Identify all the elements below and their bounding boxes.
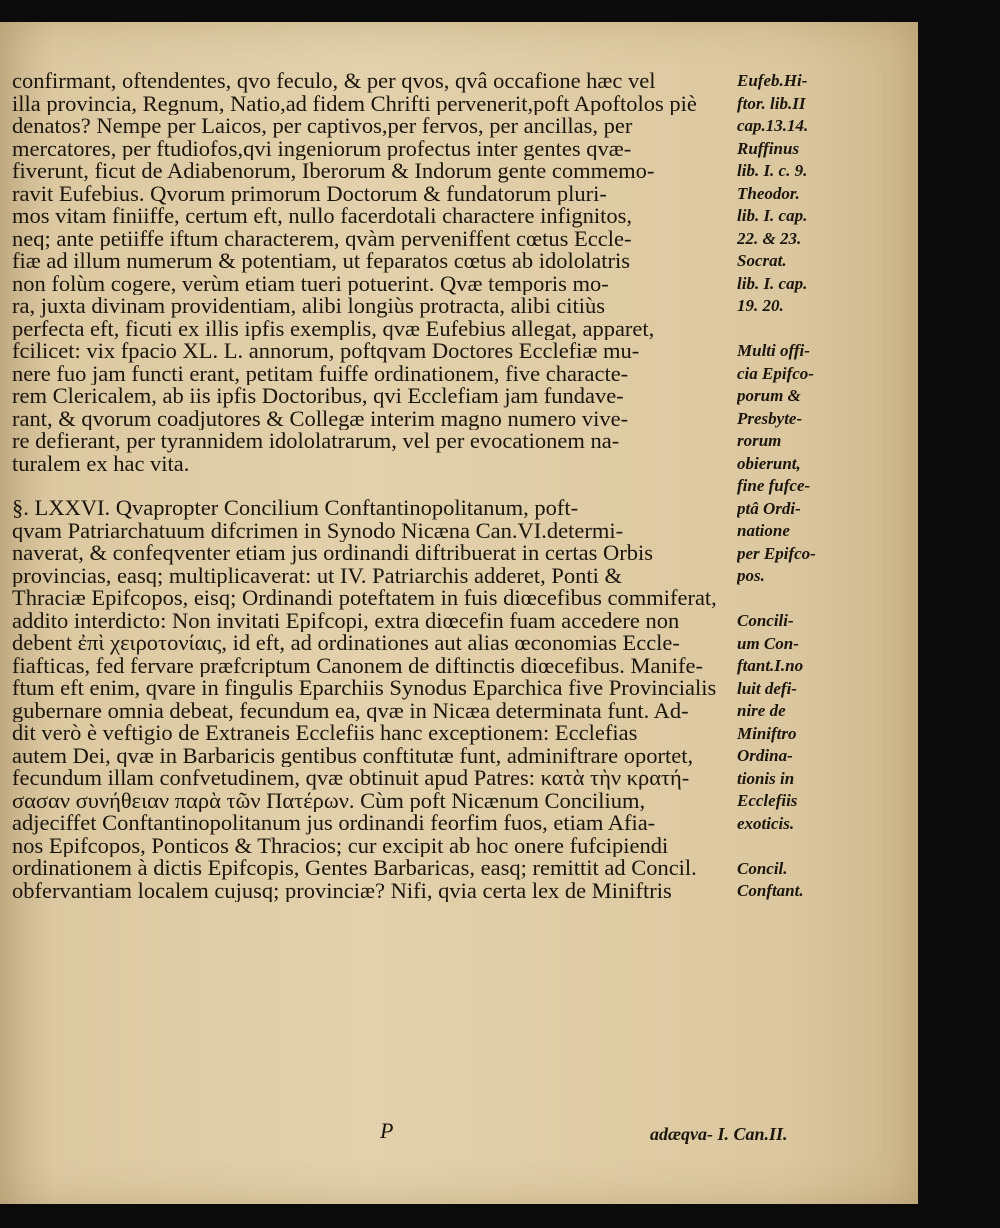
- text-line: ravit Eufebius. Qvorum primorum Doctorum & fundatorum pluri-: [12, 182, 607, 205]
- margin-note-line: Presbyte-: [737, 408, 803, 428]
- margin-note-line: 19. 20.: [737, 296, 784, 315]
- text-line: fiafticas, fed fervare præfcriptum Canonem de diftinctis diœcefibus. Manife-: [12, 654, 703, 677]
- text-line: §. LXXVI. Qvapropter Concilium Conftantinopolitanum, poft-: [12, 497, 579, 520]
- text-line: fcilicet: vix fpacio XL. L. annorum, poftqvam Doctores Ecclefiæ mu-: [12, 340, 640, 363]
- text-line: obfervantiam localem cujusq; provinciæ? Nifi, qvia certa lex de Miniftris: [12, 879, 672, 902]
- margin-note-line: natione: [737, 521, 790, 540]
- margin-note-line: Ordina-: [737, 746, 793, 765]
- text-line: mercatores, per ftudiofos,qvi ingeniorum profectus inter gentes qvæ-: [12, 137, 632, 160]
- margin-note-line: lib. I. cap.: [737, 273, 808, 293]
- margin-note-line: ftant.I.no: [737, 656, 804, 675]
- text-line: non folùm cogere, verùm etiam tueri potuerint. Qvæ temporis mo-: [12, 272, 609, 295]
- text-line: naverat, & confeqventer etiam jus ordinandi diftribuerat in certas Orbis: [12, 542, 654, 565]
- text-line: turalem ex hac vita.: [12, 452, 190, 475]
- margin-note-line: lib. I. cap.: [737, 206, 808, 225]
- main-text-column: [12, 70, 742, 902]
- signature-mark: P: [380, 1118, 394, 1143]
- margin-note-line: fine fufce-: [737, 476, 811, 495]
- margin-note-line: um Con-: [737, 633, 799, 653]
- margin-note-line: Ruffinus: [737, 138, 800, 158]
- margin-note-line: Ecclefiis: [737, 791, 798, 810]
- text-line: Thraciæ Epifcopos, eisq; Ordinandi poteftatem in fuis diœcefibus commiferat,: [12, 587, 717, 610]
- margin-note-line: ptâ Ordi-: [737, 498, 801, 518]
- text-line: fiæ ad illum numerum & potentiam, ut feparatos cœtus ab idololatris: [12, 250, 631, 273]
- page-footer: [0, 1118, 918, 1148]
- margin-note-line: per Epifco-: [737, 543, 816, 563]
- margin-note-line: Miniftro: [737, 723, 797, 743]
- margin-note-line: Conftant.: [737, 881, 804, 900]
- text-line: autem Dei, qvæ in Barbaricis gentibus conftitutæ funt, adminiftrare oportet,: [12, 744, 694, 767]
- text-line: rant, & qvorum coadjutores & Collegæ interim magno numero vive-: [12, 407, 629, 430]
- margin-note-line: 22. & 23.: [737, 228, 802, 248]
- margin-note-line: [737, 835, 917, 858]
- text-line: denatos? Nempe per Laicos, per captivos,per fervos, per ancillas, per: [12, 115, 633, 138]
- text-line: debent ἐπὶ χειροτονίαις, id eft, ad ordinationes aut alias œconomias Eccle-: [12, 632, 680, 655]
- text-line: ra, juxta divinam providentiam, alibi longiùs protracta, alibi citiùs: [12, 295, 605, 318]
- text-line: confirmant, oftendentes, qvo feculo, & per qvos, qvâ occafione hæc vel: [12, 70, 656, 93]
- margin-note-line: [737, 318, 917, 341]
- text-line: ftum eft enim, qvare in fingulis Eparchiis Synodus Eparchica five Provincialis: [12, 677, 717, 700]
- text-line: [12, 475, 742, 497]
- margin-note-line: cia Epifco-: [737, 363, 814, 383]
- text-line: re defierant, per tyrannidem idololatrarum, vel per evocationem na-: [12, 430, 620, 453]
- margin-note-line: Theodor.: [737, 183, 800, 203]
- margin-note-line: Socrat.: [737, 251, 787, 270]
- text-line: mos vitam finiiffe, certum eft, nullo facerdotali charactere infignitos,: [12, 205, 632, 228]
- margin-note-line: pos.: [737, 566, 765, 585]
- text-line: addito interdicto: Non invitati Epifcopi, extra diœcefin fuam accedere non: [12, 609, 680, 632]
- text-line: rem Clericalem, ab iis ipfis Doctoribus, qvi Ecclefiam jam fundave-: [12, 385, 624, 408]
- text-line: ordinationem à dictis Epifcopis, Gentes Barbaricas, easq; remittit ad Concil.: [12, 857, 697, 880]
- margin-note-line: obierunt,: [737, 453, 801, 473]
- margin-note-line: rorum: [737, 431, 782, 450]
- margin-note-line: Concil.: [737, 858, 788, 878]
- margin-note-line: Eufeb.Hi-: [737, 71, 808, 90]
- text-line: qvam Patriarchatuum difcrimen in Synodo Nicæna Can.VI.determi-: [12, 519, 624, 542]
- margin-note-line: cap.13.14.: [737, 116, 809, 135]
- margin-note-line: ftor. lib.II: [737, 93, 806, 113]
- margin-note-line: porum &: [737, 386, 801, 405]
- catchword: adæqva- I. Can.II.: [650, 1124, 788, 1144]
- margin-note-line: Multi offi-: [737, 341, 810, 360]
- text-line: dit verò è veftigio de Extraneis Ecclefiis hanc exceptionem: Ecclefias: [12, 722, 638, 745]
- margin-note-line: [737, 588, 917, 611]
- margin-note-line: nire de: [737, 701, 786, 720]
- margin-note-line: Concili-: [737, 611, 794, 630]
- text-line: neq; ante petiiffe iftum characterem, qvàm perveniffent cœtus Eccle-: [12, 227, 632, 250]
- text-line: perfecta eft, ficuti ex illis ipfis exemplis, qvæ Eufebius allegat, apparet,: [12, 317, 655, 340]
- margin-note-line: luit defi-: [737, 678, 797, 698]
- text-line: nos Epifcopos, Ponticos & Thracios; cur excipit ab hoc onere fufcipiendi: [12, 834, 669, 857]
- book-page: [0, 22, 918, 1204]
- margin-note-line: lib. I. c. 9.: [737, 161, 808, 180]
- text-line: illa provincia, Regnum, Natio,ad fidem Chrifti pervenerit,poft Apoftolos piè: [12, 92, 697, 115]
- margin-notes-column: [737, 70, 917, 903]
- margin-note-line: exoticis.: [737, 813, 795, 833]
- text-line: adjeciffet Conftantinopolitanum jus ordinandi feorfim fuos, etiam Afia-: [12, 812, 656, 835]
- text-line: provincias, easq; multiplicaverat: ut IV. Patriarchis adderet, Ponti &: [12, 564, 623, 587]
- text-line: fiverunt, ficut de Adiabenorum, Iberorum & Indorum gente commemo-: [12, 160, 655, 183]
- text-line: nere fuo jam functi erant, petitam fuiffe ordinationem, five characte-: [12, 362, 629, 385]
- margin-note-line: tionis in: [737, 768, 795, 788]
- text-line: gubernare omnia debeat, fecundum ea, qvæ in Nicæa determinata funt. Ad-: [12, 699, 689, 722]
- text-line: σασαν συνήθειαν παρὰ τῶν Πατέρων. Cùm poft Nicænum Concilium,: [12, 789, 646, 812]
- text-line: fecundum illam confvetudinem, qvæ obtinuit apud Patres: κατὰ τὴν κρατή-: [12, 767, 690, 790]
